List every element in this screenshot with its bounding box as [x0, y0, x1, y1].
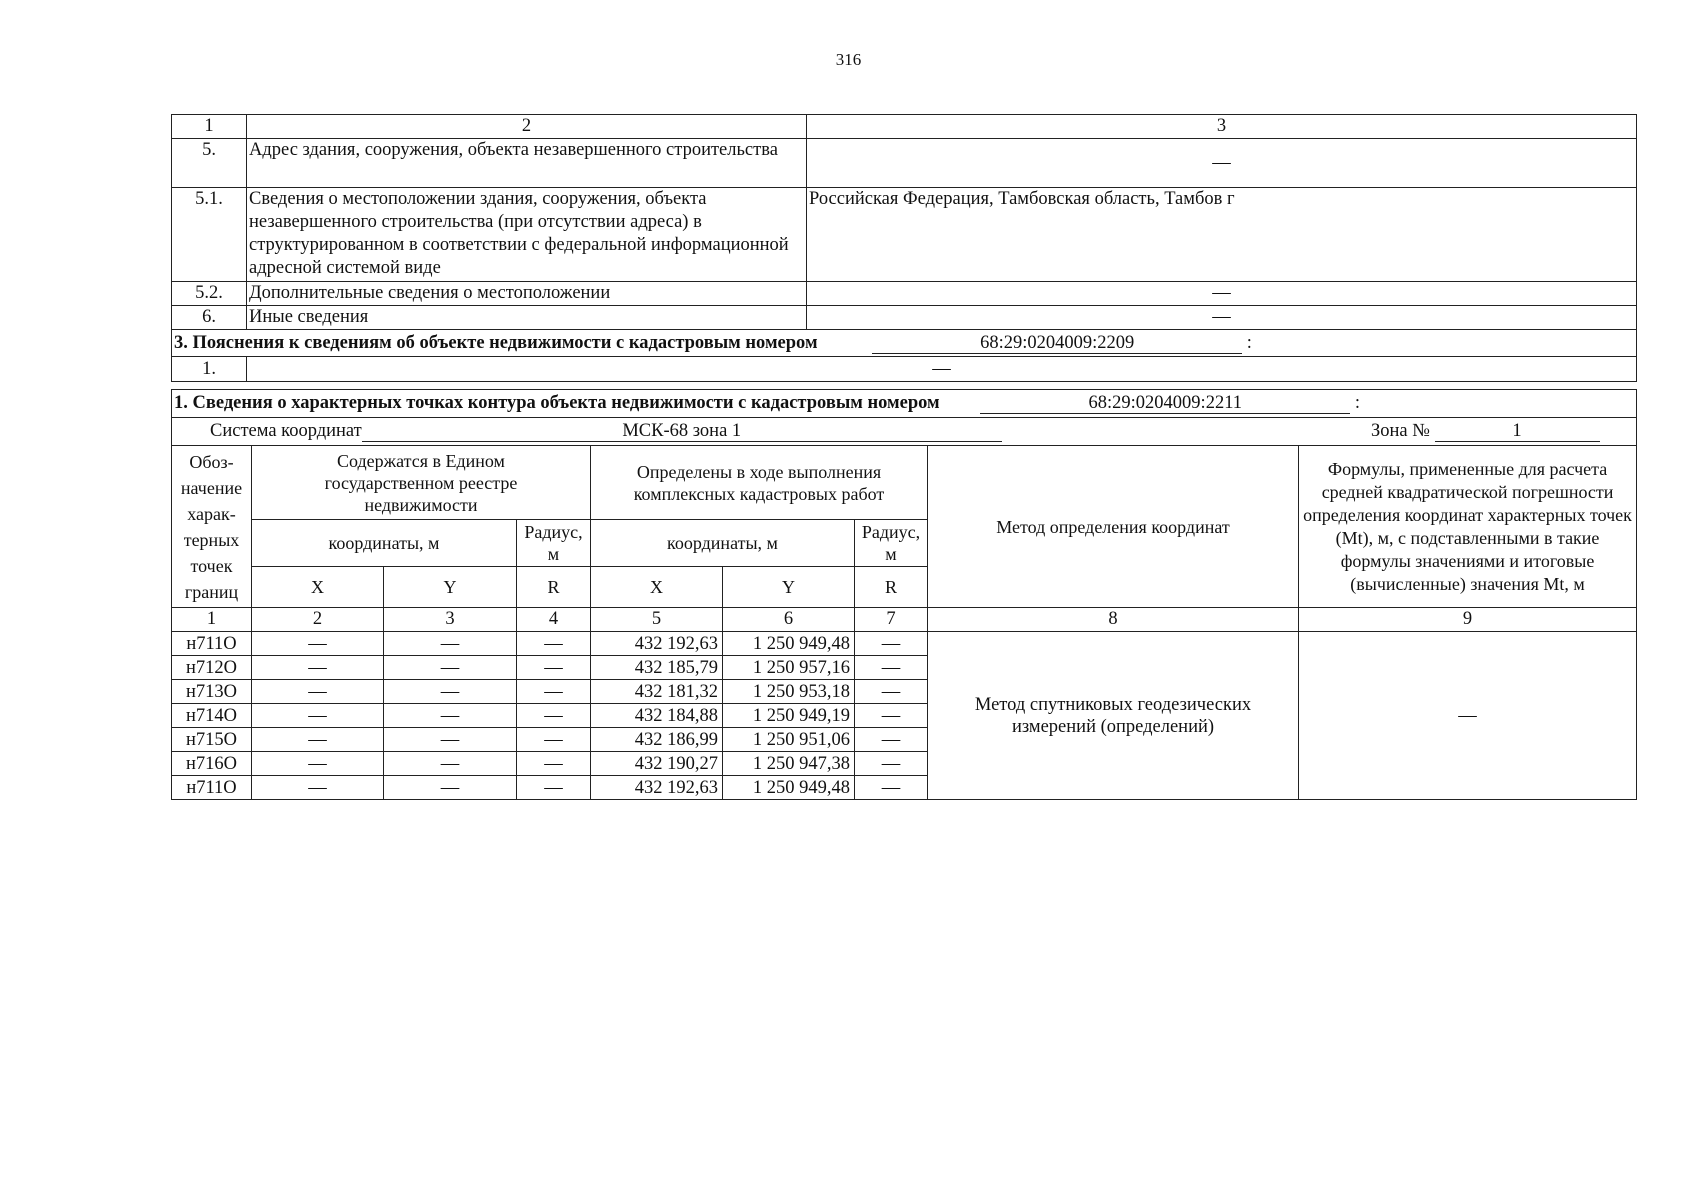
x-cell: 432 192,63 [591, 632, 723, 656]
point-designation: н713О [172, 680, 252, 704]
points-title-row [172, 390, 1637, 418]
kkr-header: Определены в ходе выполнения комплексных кадастровых работ [591, 446, 928, 520]
y-cell: 1 250 957,16 [723, 656, 855, 680]
col-number: 3 [807, 115, 1637, 139]
explanations-row [172, 357, 1637, 382]
x-egrn-cell: — [252, 656, 384, 680]
y-egrn-cell: — [384, 704, 517, 728]
formulas-header: Формулы, примененные для расчета средней квадратической погрешности определения координат характерных точек (Mt), м, с подставленными в такие формулы значениями и итоговые (вычисленные) значения Mt, м [1299, 446, 1637, 608]
egrn-header: Содержатся в Едином государственном реестре недвижимости [252, 446, 591, 520]
zone-label: Зона № [1371, 421, 1430, 441]
method-value: Метод спутниковых геодезических измерений (определений) [928, 632, 1299, 800]
col-number: 4 [517, 608, 591, 632]
row-number: 6. [172, 306, 247, 330]
x-egrn-cell: — [252, 704, 384, 728]
y-cell: 1 250 949,19 [723, 704, 855, 728]
col-number: 1 [172, 608, 252, 632]
coord-system-value: МСК-68 зона 1 [362, 421, 1002, 442]
x-egrn-cell: — [252, 632, 384, 656]
row-label: Сведения о местоположении здания, сооружения, объекта незавершенного строительства (при отсутствии адреса) в структурированном в соответствии с федеральной информационной адресной системой виде [247, 188, 807, 282]
kkr-coords-header: координаты, м [591, 520, 855, 567]
col-number: 8 [928, 608, 1299, 632]
y-cell: 1 250 949,48 [723, 776, 855, 800]
y-egrn-cell: — [384, 776, 517, 800]
row-label: Иные сведения [247, 306, 807, 330]
row-value: — [247, 357, 1637, 382]
row-value: — [807, 139, 1637, 188]
x-egrn-cell: — [252, 680, 384, 704]
y-egrn-cell: — [384, 752, 517, 776]
column-number-row [172, 608, 1637, 632]
row-number: 5.2. [172, 282, 247, 306]
x-header: X [591, 567, 723, 608]
x-cell: 432 184,88 [591, 704, 723, 728]
y-egrn-cell: — [384, 680, 517, 704]
col-number: 2 [252, 608, 384, 632]
row-label: Адрес здания, сооружения, объекта незавершенного строительства [247, 139, 807, 188]
col-number: 7 [855, 608, 928, 632]
y-cell: 1 250 949,48 [723, 632, 855, 656]
x-egrn-cell: — [252, 728, 384, 752]
x-cell: 432 190,27 [591, 752, 723, 776]
r-egrn-cell: — [517, 752, 591, 776]
y-egrn-cell: — [384, 728, 517, 752]
info-row [172, 139, 1637, 188]
page-number: 316 [835, 50, 862, 69]
egrn-radius-header: Радиус, м [517, 520, 591, 567]
r-egrn-cell: — [517, 704, 591, 728]
col-number: 6 [723, 608, 855, 632]
colon: : [1246, 332, 1252, 353]
y-egrn-cell: — [384, 632, 517, 656]
col-number: 3 [384, 608, 517, 632]
characteristic-points-table [171, 389, 1637, 800]
row-number: 5.1. [172, 188, 247, 282]
r-cell: — [855, 728, 928, 752]
col-number: 9 [1299, 608, 1637, 632]
r-cell: — [855, 680, 928, 704]
egrn-coords-header: координаты, м [252, 520, 517, 567]
x-cell: 432 185,79 [591, 656, 723, 680]
y-header: Y [384, 567, 517, 608]
point-designation: н711О [172, 632, 252, 656]
col-number: 2 [247, 115, 807, 139]
y-cell: 1 250 953,18 [723, 680, 855, 704]
method-header: Метод определения координат [928, 446, 1299, 608]
row-label: Дополнительные сведения о местоположении [247, 282, 807, 306]
col-number: 1 [172, 115, 247, 139]
x-cell: 432 186,99 [591, 728, 723, 752]
col-number: 5 [591, 608, 723, 632]
row-value: — [807, 282, 1637, 306]
info-row [172, 282, 1637, 306]
designation-header: Обоз-начение харак-терных точек границ [172, 446, 252, 608]
r-egrn-cell: — [517, 680, 591, 704]
object-info-table [171, 114, 1637, 382]
point-designation: н712О [172, 656, 252, 680]
points-title: 1. Сведения о характерных точках контура объекта недвижимости с кадастровым номером [174, 393, 940, 413]
r-cell: — [855, 704, 928, 728]
r-egrn-cell: — [517, 728, 591, 752]
r-egrn-cell: — [517, 656, 591, 680]
colon: : [1354, 393, 1361, 413]
r-cell: — [855, 752, 928, 776]
info-row [172, 188, 1637, 282]
r-cell: — [855, 776, 928, 800]
formula-value: — [1299, 632, 1637, 800]
kkr-radius-header: Радиус, м [855, 520, 928, 567]
header-row-1 [172, 446, 1637, 520]
zone-value: 1 [1435, 421, 1600, 442]
points-cadastral-number: 68:29:0204009:2211 [980, 393, 1350, 414]
point-designation: н716О [172, 752, 252, 776]
x-egrn-cell: — [252, 752, 384, 776]
r-header: R [855, 567, 928, 608]
row-value: — [807, 306, 1637, 330]
point-designation: н711О [172, 776, 252, 800]
r-egrn-cell: — [517, 776, 591, 800]
x-egrn-cell: — [252, 776, 384, 800]
row-value: Российская Федерация, Тамбовская область, Тамбов г [807, 188, 1637, 282]
point-designation: н715О [172, 728, 252, 752]
explanations-cadastral-number: 68:29:0204009:2209 [872, 333, 1242, 354]
r-header: R [517, 567, 591, 608]
row-number: 1. [172, 357, 247, 382]
x-header: X [252, 567, 384, 608]
y-cell: 1 250 947,38 [723, 752, 855, 776]
r-cell: — [855, 656, 928, 680]
x-cell: 432 181,32 [591, 680, 723, 704]
y-cell: 1 250 951,06 [723, 728, 855, 752]
coord-system-row [172, 418, 1637, 446]
table-row [172, 632, 1637, 656]
info-row [172, 306, 1637, 330]
point-designation: н714О [172, 704, 252, 728]
r-egrn-cell: — [517, 632, 591, 656]
row-number: 5. [172, 139, 247, 188]
y-egrn-cell: — [384, 656, 517, 680]
explanations-title: 3. Пояснения к сведениям об объекте недвижимости с кадастровым номером [174, 332, 818, 353]
x-cell: 432 192,63 [591, 776, 723, 800]
r-cell: — [855, 632, 928, 656]
coord-system-label: Система координат [210, 421, 362, 441]
column-number-row [172, 115, 1637, 139]
explanations-title-row [172, 330, 1637, 357]
y-header: Y [723, 567, 855, 608]
